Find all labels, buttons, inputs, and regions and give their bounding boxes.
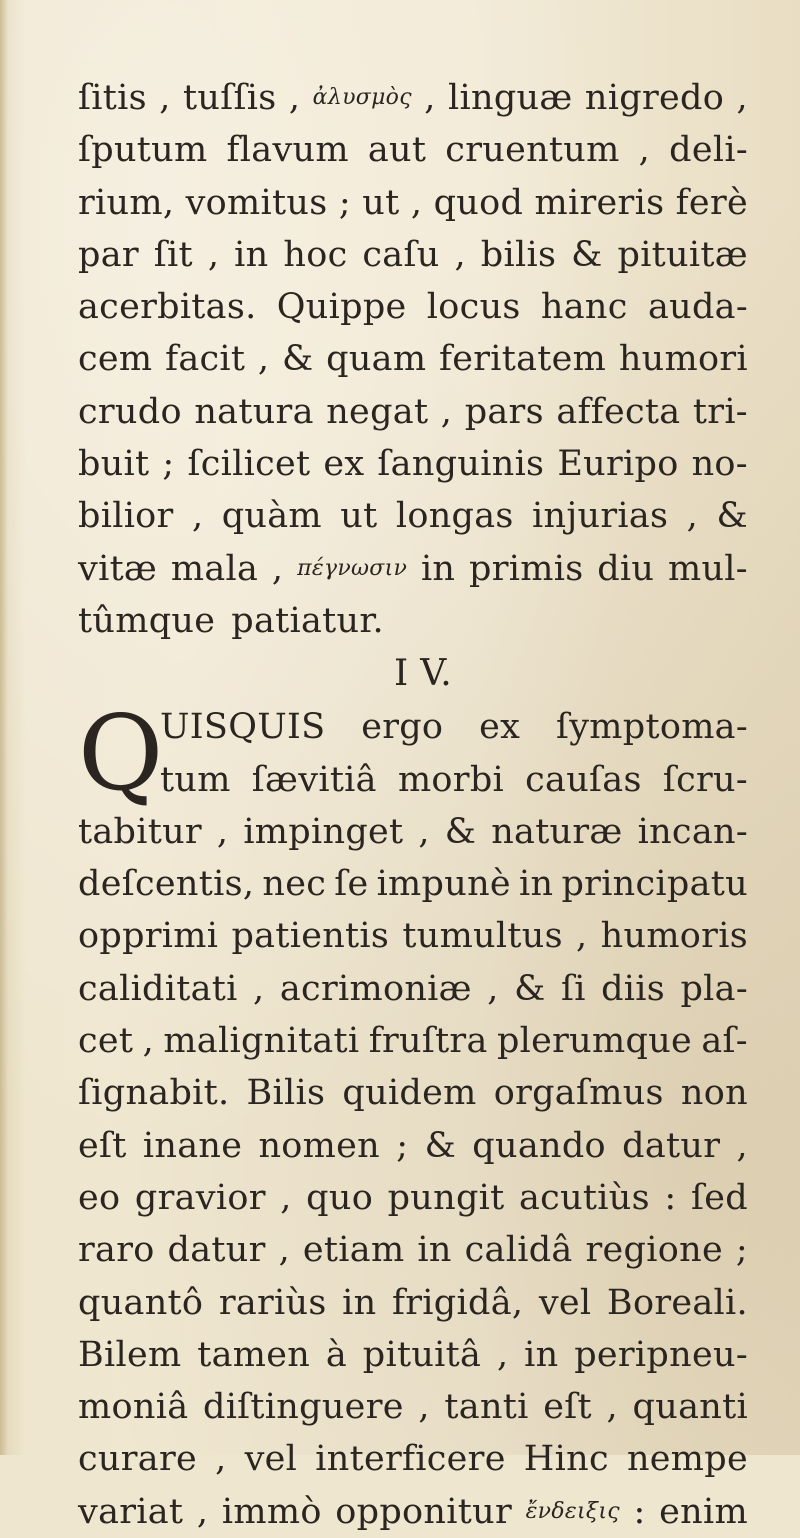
word: pars (464, 391, 544, 432)
word: ; (735, 1230, 748, 1271)
word: , (496, 1334, 509, 1375)
word: ; (338, 182, 351, 223)
word: , (159, 78, 171, 118)
word: , (440, 391, 453, 432)
word: caliditati (78, 968, 238, 1009)
word: hanc (540, 287, 628, 328)
word: tamen (197, 1334, 311, 1375)
word: diis (601, 968, 666, 1009)
word: ſignabit. (78, 1073, 230, 1114)
word: no- (691, 444, 748, 485)
word: ἀλυσμὸς (312, 85, 412, 110)
word: tri- (692, 391, 748, 432)
word: feritatem (438, 339, 607, 380)
word: vel (538, 1282, 592, 1323)
word: Boreali. (606, 1282, 748, 1323)
word: hoc (283, 234, 348, 275)
word: impinget (243, 811, 404, 852)
word: datur (167, 1230, 266, 1271)
word: , (215, 1439, 227, 1480)
word: buit (78, 444, 150, 485)
word: quod (433, 182, 524, 223)
text-line (78, 963, 748, 1015)
page-edge-shadow (0, 0, 8, 1455)
word: negat (326, 391, 429, 432)
word: ſit (153, 234, 193, 275)
word: ut (340, 496, 378, 537)
word: pituitæ (617, 234, 748, 275)
word: cet (78, 1021, 134, 1062)
word: pla- (680, 968, 748, 1009)
text-line (78, 1277, 748, 1329)
word: , (191, 496, 204, 537)
word: Hinc (523, 1439, 609, 1480)
word: inane (142, 1125, 243, 1166)
word: ſcru- (662, 759, 748, 800)
word: , (418, 811, 430, 852)
word: injurias (532, 496, 669, 537)
word: ſed (690, 1177, 748, 1218)
word: , (196, 1491, 209, 1532)
word: Quippe (276, 287, 407, 328)
word: nigredo (584, 78, 725, 118)
word: quando (472, 1125, 606, 1166)
word: aſ- (701, 1021, 748, 1062)
text-line (78, 1015, 748, 1067)
word: , (278, 1230, 290, 1271)
word: bilis (480, 234, 557, 275)
word: affecta (556, 391, 681, 432)
word: ; (162, 444, 175, 485)
text-line (78, 806, 748, 858)
word: raro (78, 1230, 155, 1271)
text-line (78, 386, 748, 438)
word: interficere (315, 1439, 506, 1480)
word: ἔνδειξις (525, 1498, 620, 1524)
word: deſcentis, (78, 864, 255, 905)
word: in (519, 864, 554, 905)
word: aut (367, 130, 427, 171)
text-line (78, 910, 748, 962)
word: rariùs (218, 1282, 327, 1323)
word: in (417, 1230, 452, 1271)
word: , (207, 234, 220, 275)
word: cem (78, 339, 153, 380)
text-line (78, 701, 748, 753)
word: , (424, 78, 436, 118)
text-line (78, 1224, 748, 1276)
text-line (78, 1172, 748, 1224)
text-line (78, 281, 748, 333)
word: : (633, 1491, 646, 1532)
word: Euripo (557, 444, 679, 485)
word: , (418, 1387, 430, 1428)
word: datur (622, 1125, 721, 1166)
word: quàm (221, 496, 322, 537)
word: acrimoniæ (279, 968, 472, 1009)
word: à (325, 1334, 348, 1375)
word: longas (395, 496, 514, 537)
word: ſcilicet (187, 444, 311, 485)
drop-cap-letter: Q (78, 692, 164, 815)
text-line (78, 1381, 748, 1433)
word: caſu (362, 234, 440, 275)
word: ſputum (78, 130, 208, 171)
word: ; (396, 1125, 409, 1166)
word: cruentum (445, 130, 620, 171)
text-line (78, 754, 748, 806)
word: calidâ (464, 1230, 573, 1271)
word: non (680, 1073, 748, 1114)
word: etiam (302, 1230, 405, 1271)
word: , (288, 78, 301, 118)
word: in (420, 548, 456, 589)
text-line (78, 1067, 748, 1119)
word: ergo (361, 707, 444, 748)
word: , (454, 234, 466, 275)
word: ut (362, 182, 400, 223)
word: , (253, 968, 265, 1009)
word: naturæ (491, 811, 623, 852)
word: πέγνωσιν (297, 555, 408, 581)
word: nomen (258, 1125, 381, 1166)
word: : (664, 1177, 677, 1218)
word: vomitus (185, 182, 328, 223)
word: diu (597, 548, 655, 589)
word: in (524, 1334, 559, 1375)
word: cauſas (525, 759, 642, 800)
word: linguæ (447, 78, 573, 118)
word: humori (618, 339, 748, 380)
word: nec (262, 864, 327, 905)
word: quidem (342, 1073, 477, 1114)
word: curare (78, 1439, 197, 1480)
word: acutiùs (519, 1177, 650, 1218)
word: & (716, 496, 748, 537)
word: incan- (637, 811, 748, 852)
word: ſævitiâ (251, 759, 377, 800)
word: , (576, 916, 588, 957)
word: pituitâ (362, 1334, 482, 1375)
word: ex (479, 707, 521, 748)
word: morbi (397, 759, 505, 800)
word: facit (165, 339, 246, 380)
word: , (487, 968, 499, 1009)
word: , (257, 339, 270, 380)
text-line (78, 438, 748, 490)
word: ſe (334, 864, 369, 905)
word: patiatur. (231, 600, 384, 641)
text-line (78, 1120, 748, 1172)
text-line (78, 229, 748, 281)
word: , (280, 1177, 292, 1218)
word: auda- (647, 287, 748, 328)
word: & (514, 968, 546, 1009)
word: , (606, 1387, 618, 1428)
word: diſtinguere (202, 1387, 404, 1428)
word: eſt (543, 1387, 592, 1428)
word: mala (170, 548, 259, 589)
word: moniâ (78, 1387, 189, 1428)
word: crudo (78, 391, 182, 432)
word: eo (78, 1177, 121, 1218)
word: ſitis (78, 78, 147, 118)
section-heading (78, 647, 748, 701)
word: locus (426, 287, 521, 328)
word: variat (78, 1491, 184, 1532)
text-line (78, 1433, 748, 1485)
paragraph-continued (78, 72, 748, 647)
word: , (410, 182, 423, 223)
word: Bilis (246, 1073, 326, 1114)
word: quo (306, 1177, 374, 1218)
word: patientis (231, 916, 390, 957)
word: mireris (534, 182, 665, 223)
word: in (342, 1282, 377, 1323)
word: regione (585, 1230, 723, 1271)
word: rium, (78, 182, 175, 223)
word: tum (160, 759, 231, 800)
word: tanti (444, 1387, 529, 1428)
word: , (736, 78, 748, 118)
word: tabitur (78, 811, 202, 852)
word: impunè (376, 864, 511, 905)
word: opprimi (78, 916, 219, 957)
word: fruſtra (368, 1021, 488, 1062)
word: , (638, 130, 651, 171)
word: humoris (600, 916, 748, 957)
word: flavum (226, 130, 349, 171)
word: ſanguinis (377, 444, 545, 485)
text-line (78, 124, 748, 176)
text-line (78, 72, 748, 124)
word: , (271, 548, 284, 589)
word: & (282, 339, 314, 380)
word: pungit (387, 1177, 505, 1218)
word: tumultus (402, 916, 563, 957)
word: enim (659, 1491, 748, 1532)
word: ſi (560, 968, 586, 1009)
word: vitæ (78, 548, 158, 589)
word: , (686, 496, 699, 537)
paragraph-section-iv (78, 692, 748, 1538)
word: bilior (78, 496, 174, 537)
word: frigidâ, (392, 1282, 524, 1323)
word: natura (194, 391, 314, 432)
word: in (234, 234, 269, 275)
word: ex (323, 444, 365, 485)
word: & (571, 234, 603, 275)
word: malignitati (163, 1021, 360, 1062)
word: par (78, 234, 139, 275)
text-line (78, 1329, 748, 1381)
word: principatu (561, 864, 748, 905)
word: UISQUIS (160, 707, 326, 748)
text-line (78, 858, 748, 910)
word: ferè (675, 182, 748, 223)
word: Bilem (78, 1334, 182, 1375)
word: , (736, 1125, 748, 1166)
word: mul- (667, 548, 748, 589)
text-line (78, 177, 748, 229)
word: quam (326, 339, 427, 380)
text-line (78, 1486, 748, 1538)
word: , (216, 811, 229, 852)
word: & (444, 811, 477, 852)
word: plerumque (496, 1021, 693, 1062)
word: tûmque (78, 600, 216, 641)
text-line (78, 490, 748, 542)
text-line (78, 543, 748, 595)
word: immò (221, 1491, 322, 1532)
word: deli- (669, 130, 748, 171)
word: vel (244, 1439, 298, 1480)
word: & (424, 1125, 457, 1166)
word: orgaſmus (493, 1073, 664, 1114)
word: ſymptoma- (555, 707, 748, 748)
word: gravior (134, 1177, 266, 1218)
text-block (78, 72, 748, 1538)
word: nempe (626, 1439, 748, 1480)
text-line (78, 595, 748, 647)
section-number: I V. (393, 653, 452, 695)
word: opponitur (335, 1491, 512, 1532)
word: eſt (78, 1125, 127, 1166)
word: tuſſis (183, 78, 277, 118)
word: acerbitas. (78, 287, 257, 328)
word: quanti (632, 1387, 748, 1428)
text-line (78, 333, 748, 385)
word: , (142, 1021, 155, 1062)
word: quantô (78, 1282, 204, 1323)
paragraph-body (78, 692, 748, 1538)
word: peripneu- (574, 1334, 748, 1375)
word: primis (469, 548, 584, 589)
